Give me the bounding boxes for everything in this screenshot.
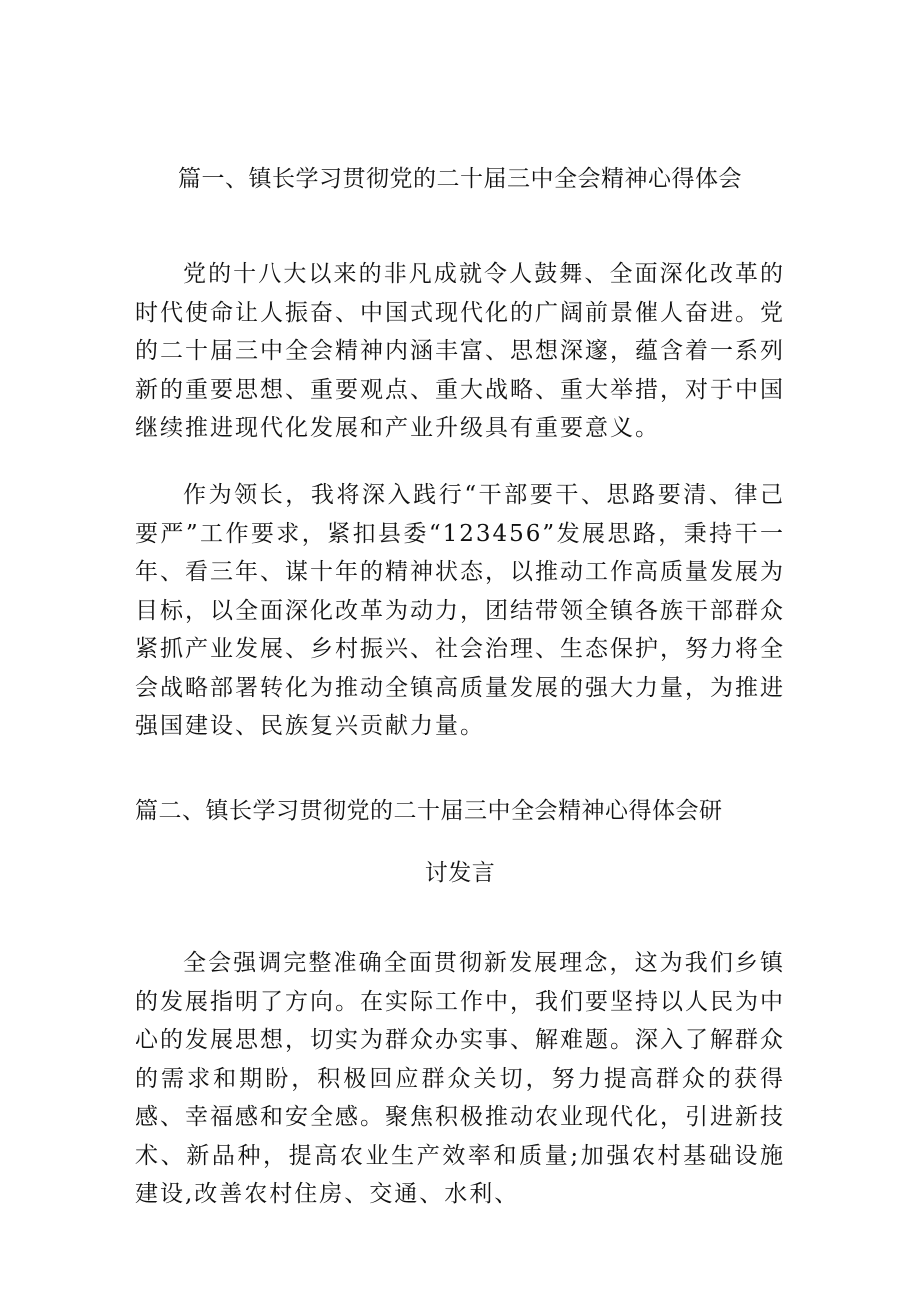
section-2-title-line-2: 讨发言 [424,860,496,886]
section-1-title: 篇一、镇长学习贯彻党的二十届三中全会精神心得体会 [178,166,742,192]
section-2-paragraph-1: 全会强调完整准确全面贯彻新发展理念，这为我们乡镇的发展指明了方向。在实际工作中，我们要坚持以人民为中心的发展思想，切实为群众办实事、解难题。深入了解群众的需求和期盼，积极回应群众关切，努力提高群众的获得感、幸福感和安全感。聚焦积极推动农业现代化，引进新技术、新品种，提高农业生产效率和质量;加强农村基础设施建设,改善农村住房、交通、水利、 [135,950,785,1207]
section-1-paragraph-1: 党的十八大以来的非凡成就令人鼓舞、全面深化改革的时代使命让人振奋、中国式现代化的广阔前景催人奋进。党的二十届三中全会精神内涵丰富、思想深邃，蕴含着一系列新的重要思想、重要观点、重大战略、重大举措，对于中国继续推进现代化发展和产业升级具有重要意义。 [135,261,785,441]
section-2-title-line-1: 篇二、镇长学习贯彻党的二十届三中全会精神心得体会研 [135,798,723,824]
section-1-paragraph-2: 作为领长，我将深入践行“干部要干、思路要清、律己要严”工作要求，紧扣县委“123456”发展思路，秉持干一年、看三年、谋十年的精神状态，以推动工作高质量发展为目标，以全面深化改革为动力，团结带领全镇各族干部群众紧抓产业发展、乡村振兴、社会治理、生态保护，努力将全会战略部署转化为推动全镇高质量发展的强大力量，为推进强国建设、民族复兴贡献力量。 [135,482,785,739]
